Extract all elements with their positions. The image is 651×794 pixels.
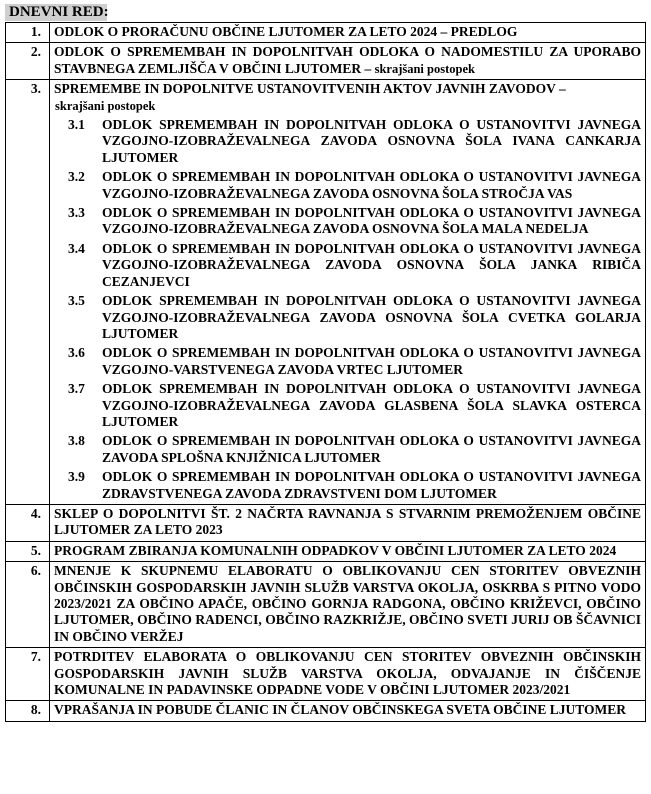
subitem-text: ODLOK O SPREMEMBAH IN DOPOLNITVAH ODLOKA O USTANOVITVI JAVNEGA VZGOJNO-IZOBRAŽEVALNEGA ZAVODA OSNOVNA ŠOLA MALA NEDELJA xyxy=(102,205,641,237)
item-procedure-note: skrajšani postopek xyxy=(55,98,156,113)
subitem-text: ODLOK O SPREMEMBAH IN DOPOLNITVAH ODLOKA O USTANOVITVI JAVNEGA VZGOJNO-IZOBRAŽEVALNEGA ZAVODA OSNOVNA ŠOLA JANKA RIBIČA CEZANJEVCI xyxy=(102,240,641,289)
item-number: 5. xyxy=(6,541,50,561)
agenda-heading: DNEVNI RED: xyxy=(5,4,107,21)
item-number: 2. xyxy=(6,43,50,80)
agenda-row xyxy=(6,23,646,43)
item-number: 4. xyxy=(6,504,50,541)
subitem-text: ODLOK SPREMEMBAH IN DOPOLNITVAH ODLOKA O USTANOVITVI JAVNEGA VZGOJNO-IZOBRAŽEVALNEGA ZAVODA OSNOVNA ŠOLA CVETKA GOLARJA LJUTOMER xyxy=(102,293,641,341)
subitem-text: ODLOK O SPREMEMBAH IN DOPOLNITVAH ODLOKA O USTANOVITVI JAVNEGA ZDRAVSTVENEGA ZAVODA ZDRAVSTVENI DOM LJUTOMER xyxy=(102,469,641,501)
subitem-text: ODLOK SPREMEMBAH IN DOPOLNITVAH ODLOKA O USTANOVITVI JAVNEGA VZGOJNO-IZOBRAŽEVALNEGA ZAVODA GLASBENA ŠOLA SLAVKA OSTERCA LJUTOMER xyxy=(102,381,641,429)
item-number: 8. xyxy=(6,701,50,721)
subitem-number: 3.7 xyxy=(68,381,85,397)
subitem xyxy=(68,345,641,378)
item-text: PROGRAM ZBIRANJA KOMUNALNIH ODPADKOV V OBČINI LJUTOMER ZA LETO 2024 xyxy=(50,541,646,561)
subitem-number: 3.3 xyxy=(68,205,85,221)
subitem-number: 3.8 xyxy=(68,433,85,449)
subitem xyxy=(68,205,641,238)
item-text: MNENJE K SKUPNEMU ELABORATU O OBLIKOVANJU CEN STORITEV OBVEZNIH OBČINSKIH GOSPODARSKIH JAVNIH SLUŽB VARSTVA OKOLJA, OSKRBA S PITNO VODO 2023/2021 ZA OBČINO APAČE, OBČINO GORNJA RADGONA, OBČINO KRIŽEVCI, OBČINO LJUTOMER, OBČINO RADENCI, OBČINO RAZKRIŽJE, OBČINO SVETI JURIJ OB ŠČAVNICI IN OBČINO VERŽEJ xyxy=(50,562,646,648)
subitem xyxy=(68,381,641,430)
subitem-text: ODLOK O SPREMEMBAH IN DOPOLNITVAH ODLOKA O USTANOVITVI JAVNEGA ZAVODA SPLOŠNA KNJIŽNICA LJUTOMER xyxy=(102,433,641,465)
item-text: ODLOK O PRORAČUNU OBČINE LJUTOMER ZA LETO 2024 – PREDLOG xyxy=(50,23,646,43)
subitem-text: ODLOK SPREMEMBAH IN DOPOLNITVAH ODLOKA O USTANOVITVI JAVNEGA VZGOJNO-IZOBRAŽEVALNEGA ZAVODA OSNOVNA ŠOLA IVANA CANKARJA LJUTOMER xyxy=(102,117,641,165)
item-text: VPRAŠANJA IN POBUDE ČLANIC IN ČLANOV OBČINSKEGA SVETA OBČINE LJUTOMER xyxy=(50,701,646,721)
item-number: 7. xyxy=(6,648,50,701)
item-text xyxy=(50,43,646,80)
item-title-block xyxy=(54,81,641,114)
agenda-row xyxy=(6,541,646,561)
subitem xyxy=(68,117,641,166)
subitem-number: 3.6 xyxy=(68,345,85,361)
agenda-row xyxy=(6,80,646,505)
item-number: 6. xyxy=(6,562,50,648)
item-number: 3. xyxy=(6,80,50,505)
agenda-row xyxy=(6,701,646,721)
subitem xyxy=(68,169,641,202)
item-title: SPREMEMBE IN DOPOLNITVE USTANOVITVENIH AKTOV JAVNIH ZAVODOV – xyxy=(54,81,566,97)
subitem xyxy=(68,293,641,342)
subitem-number: 3.4 xyxy=(68,240,85,256)
subitem-number: 3.9 xyxy=(68,469,85,485)
item-text xyxy=(50,80,646,505)
item-procedure-note: skrajšani postopek xyxy=(374,61,475,76)
subitem-text: ODLOK O SPREMEMBAH IN DOPOLNITVAH ODLOKA O USTANOVITVI JAVNEGA VZGOJNO-IZOBRAŽEVALNEGA ZAVODA OSNOVNA ŠOLA STROČJA VAS xyxy=(102,169,641,201)
subitem-number: 3.5 xyxy=(68,293,85,309)
agenda-row xyxy=(6,562,646,648)
item-title: ODLOK O SPREMEMBAH IN DOPOLNITVAH ODLOKA O NADOMESTILU ZA UPORABO STAVBNEGA ZEMLJIŠČA V OBČINI LJUTOMER – xyxy=(54,44,641,76)
subitem xyxy=(68,241,641,290)
item-text: POTRDITEV ELABORATA O OBLIKOVANJU CEN STORITEV OBVEZNIH OBČINSKIH GOSPODARSKIH JAVNIH SLUŽB VARSTVA OKOLJA, ODVAJANJE IN ČIŠČENJE KOMUNALNE IN PADAVINSKE ODPADNE VODE V OBČINI LJUTOMER 2023/2021 xyxy=(50,648,646,701)
agenda-row xyxy=(6,43,646,80)
agenda-row xyxy=(6,648,646,701)
subitem xyxy=(68,433,641,466)
subitem xyxy=(68,469,641,502)
agenda-row xyxy=(6,504,646,541)
subitem-text: ODLOK O SPREMEMBAH IN DOPOLNITVAH ODLOKA O USTANOVITVI JAVNEGA VZGOJNO-VARSTVENEGA ZAVODA VRTEC LJUTOMER xyxy=(102,345,641,377)
agenda-table xyxy=(5,22,646,722)
item-text: SKLEP O DOPOLNITVI ŠT. 2 NAČRTA RAVNANJA S STVARNIM PREMOŽENJEM OBČINE LJUTOMER ZA LETO 2023 xyxy=(50,504,646,541)
subitem-number: 3.1 xyxy=(68,117,85,133)
subitem-number: 3.2 xyxy=(68,169,85,185)
item-number: 1. xyxy=(6,23,50,43)
